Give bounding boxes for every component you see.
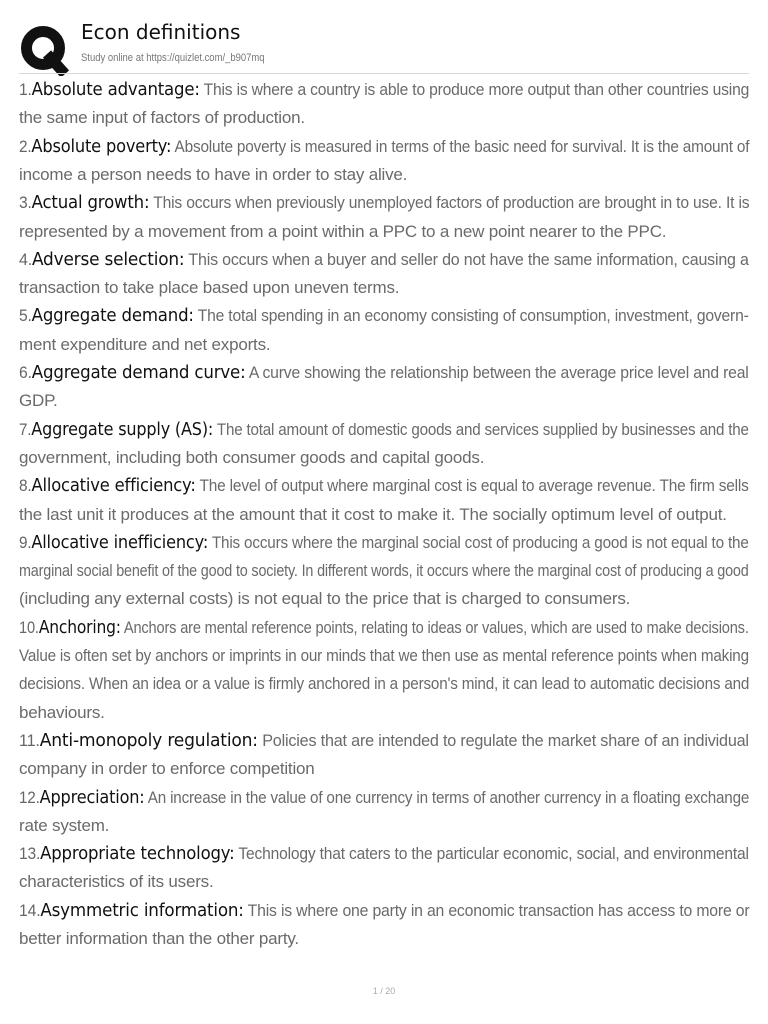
definition-text: income a person needs to have in order to stay alive. xyxy=(19,164,408,184)
definition-text: behaviours. xyxy=(19,702,105,722)
definition-text: rate system. xyxy=(19,815,110,835)
definition-text: government, including both consumer goods and capital goods. xyxy=(19,447,485,467)
definition-continuation-line xyxy=(19,755,315,783)
definition-term: Appropriate technology: xyxy=(40,843,235,865)
definition-first-line xyxy=(19,359,749,387)
definition-number: 13. xyxy=(19,844,41,864)
definition-continuation-line xyxy=(19,670,749,698)
definition-text: (including any external costs) is not equal to the price that is charged to consumers. xyxy=(19,589,631,609)
definition-term: Actual growth: xyxy=(31,192,150,214)
definition-term: Adverse selection: xyxy=(31,248,185,270)
definition-text: Technology that caters to the particular economic, social, and environmental xyxy=(238,844,749,864)
definition-term: Anchoring: xyxy=(38,616,121,638)
definition-continuation-line xyxy=(19,868,213,896)
definition-text: Anchors are mental reference points, relating to ideas or values, which are used to make decisions. xyxy=(123,617,749,637)
definition-text: the same input of factors of production. xyxy=(19,108,305,128)
definition-continuation-line xyxy=(19,501,727,529)
definition-text: the last unit it produces at the amount that it cost to make it. The socially optimum level of output. xyxy=(19,504,727,524)
definition-text: transaction to take place based upon uneven terms. xyxy=(19,278,400,298)
document-title: Econ definitions xyxy=(81,20,241,44)
definition-term: Aggregate demand curve: xyxy=(31,362,246,383)
definition-text: GDP. xyxy=(19,391,58,411)
page-header xyxy=(19,18,749,74)
definition-text: Value is often set by anchors or imprints in our minds that we then use as mental reference points when making xyxy=(19,646,749,665)
definition-continuation-line xyxy=(19,642,749,670)
definition-text: This is where one party in an economic transaction has access to more or xyxy=(247,900,750,920)
definition-number: 6. xyxy=(19,363,32,382)
definition-text: marginal social benefit of the good to society. In different words, it occurs where the marginal cost of producing a good xyxy=(19,561,749,581)
definition-continuation-line xyxy=(19,557,749,585)
definition-continuation-line xyxy=(19,444,484,472)
definition-text: Policies that are intended to regulate the market share of an individual xyxy=(262,730,749,750)
definition-first-line xyxy=(19,897,749,925)
definition-number: 11. xyxy=(19,730,40,750)
definition-text: company in order to enforce competition xyxy=(19,759,315,779)
header-divider xyxy=(19,73,749,74)
study-online-link[interactable]: Study online at https://quizlet.com/_b907mq xyxy=(81,52,265,64)
definition-continuation-line xyxy=(19,331,270,359)
definition-text: Absolute poverty is measured in terms of the basic need for survival. It is the amount of xyxy=(174,136,750,156)
definition-continuation-line xyxy=(19,925,299,953)
definition-first-line xyxy=(19,416,749,444)
definition-first-line xyxy=(19,727,749,755)
definition-text: The total amount of domestic goods and services supplied by businesses and the xyxy=(216,419,749,439)
definition-first-line xyxy=(19,76,749,104)
definition-term: Allocative efficiency: xyxy=(31,475,196,497)
definition-continuation-line xyxy=(19,161,407,189)
page-indicator: 1 / 20 xyxy=(372,986,396,996)
definition-number: 9. xyxy=(19,532,32,552)
definition-text: An increase in the value of one currency in terms of another currency in a floating exchange xyxy=(147,787,750,807)
definition-continuation-line xyxy=(19,812,109,840)
definition-text: characteristics of its users. xyxy=(19,872,214,892)
definition-number: 2. xyxy=(19,136,32,156)
definition-first-line xyxy=(19,614,749,642)
definition-text: decisions. When an idea or a value is firmly anchored in a person's mind, it can lead to automatic decisions and xyxy=(19,674,750,694)
definition-text: ment expenditure and net exports. xyxy=(19,334,271,354)
quizlet-q-logo-icon xyxy=(19,24,71,76)
definition-first-line xyxy=(19,246,749,274)
definition-text: This occurs when a buyer and seller do not have the same information, causing a xyxy=(188,249,749,269)
definition-term: Absolute advantage: xyxy=(31,79,200,100)
definition-text: The level of output where marginal cost is equal to average revenue. The firm sells xyxy=(199,476,749,496)
definition-term: Absolute poverty: xyxy=(31,135,172,157)
definition-term: Aggregate supply (AS): xyxy=(31,418,214,440)
definition-number: 7. xyxy=(19,419,32,439)
definition-text: This is where a country is able to produce more output than other countries using xyxy=(203,80,750,99)
definition-continuation-line xyxy=(19,274,399,302)
definition-continuation-line xyxy=(19,104,305,132)
definition-text: The total spending in an economy consisting of consumption, investment, govern- xyxy=(197,306,749,326)
definition-first-line xyxy=(19,472,749,500)
definition-term: Asymmetric information: xyxy=(40,899,244,921)
definition-number: 8. xyxy=(19,476,32,496)
definition-first-line xyxy=(19,840,749,868)
definition-continuation-line xyxy=(19,218,666,246)
definition-text: This occurs when previously unemployed factors of production are brought in to use. It is xyxy=(153,193,750,213)
definition-text: better information than the other party. xyxy=(19,929,299,948)
definition-continuation-line xyxy=(19,699,105,727)
definition-first-line xyxy=(19,189,749,217)
definition-term: Aggregate demand: xyxy=(31,305,194,327)
definition-first-line xyxy=(19,302,749,330)
definition-number: 3. xyxy=(19,193,32,213)
definition-number: 5. xyxy=(19,306,32,326)
definition-text: This occurs where the marginal social cost of producing a good is not equal to the xyxy=(211,532,749,552)
definition-number: 10. xyxy=(19,617,39,637)
definition-number: 4. xyxy=(19,249,32,269)
definition-text: represented by a movement from a point within a PPC to a new point nearer to the PPC. xyxy=(19,221,667,241)
definition-number: 14. xyxy=(19,900,41,920)
definition-continuation-line xyxy=(19,585,630,613)
definition-text: A curve showing the relationship between the average price level and real xyxy=(248,363,749,382)
definition-term: Anti-monopoly regulation: xyxy=(39,729,258,751)
definition-number: 1. xyxy=(19,80,32,99)
definition-term: Allocative inefficiency: xyxy=(31,531,209,553)
definition-continuation-line xyxy=(19,387,58,415)
definition-first-line xyxy=(19,784,749,812)
definition-first-line xyxy=(19,133,749,161)
definition-number: 12. xyxy=(19,787,40,807)
definition-first-line xyxy=(19,529,749,557)
definition-term: Appreciation: xyxy=(39,786,145,808)
